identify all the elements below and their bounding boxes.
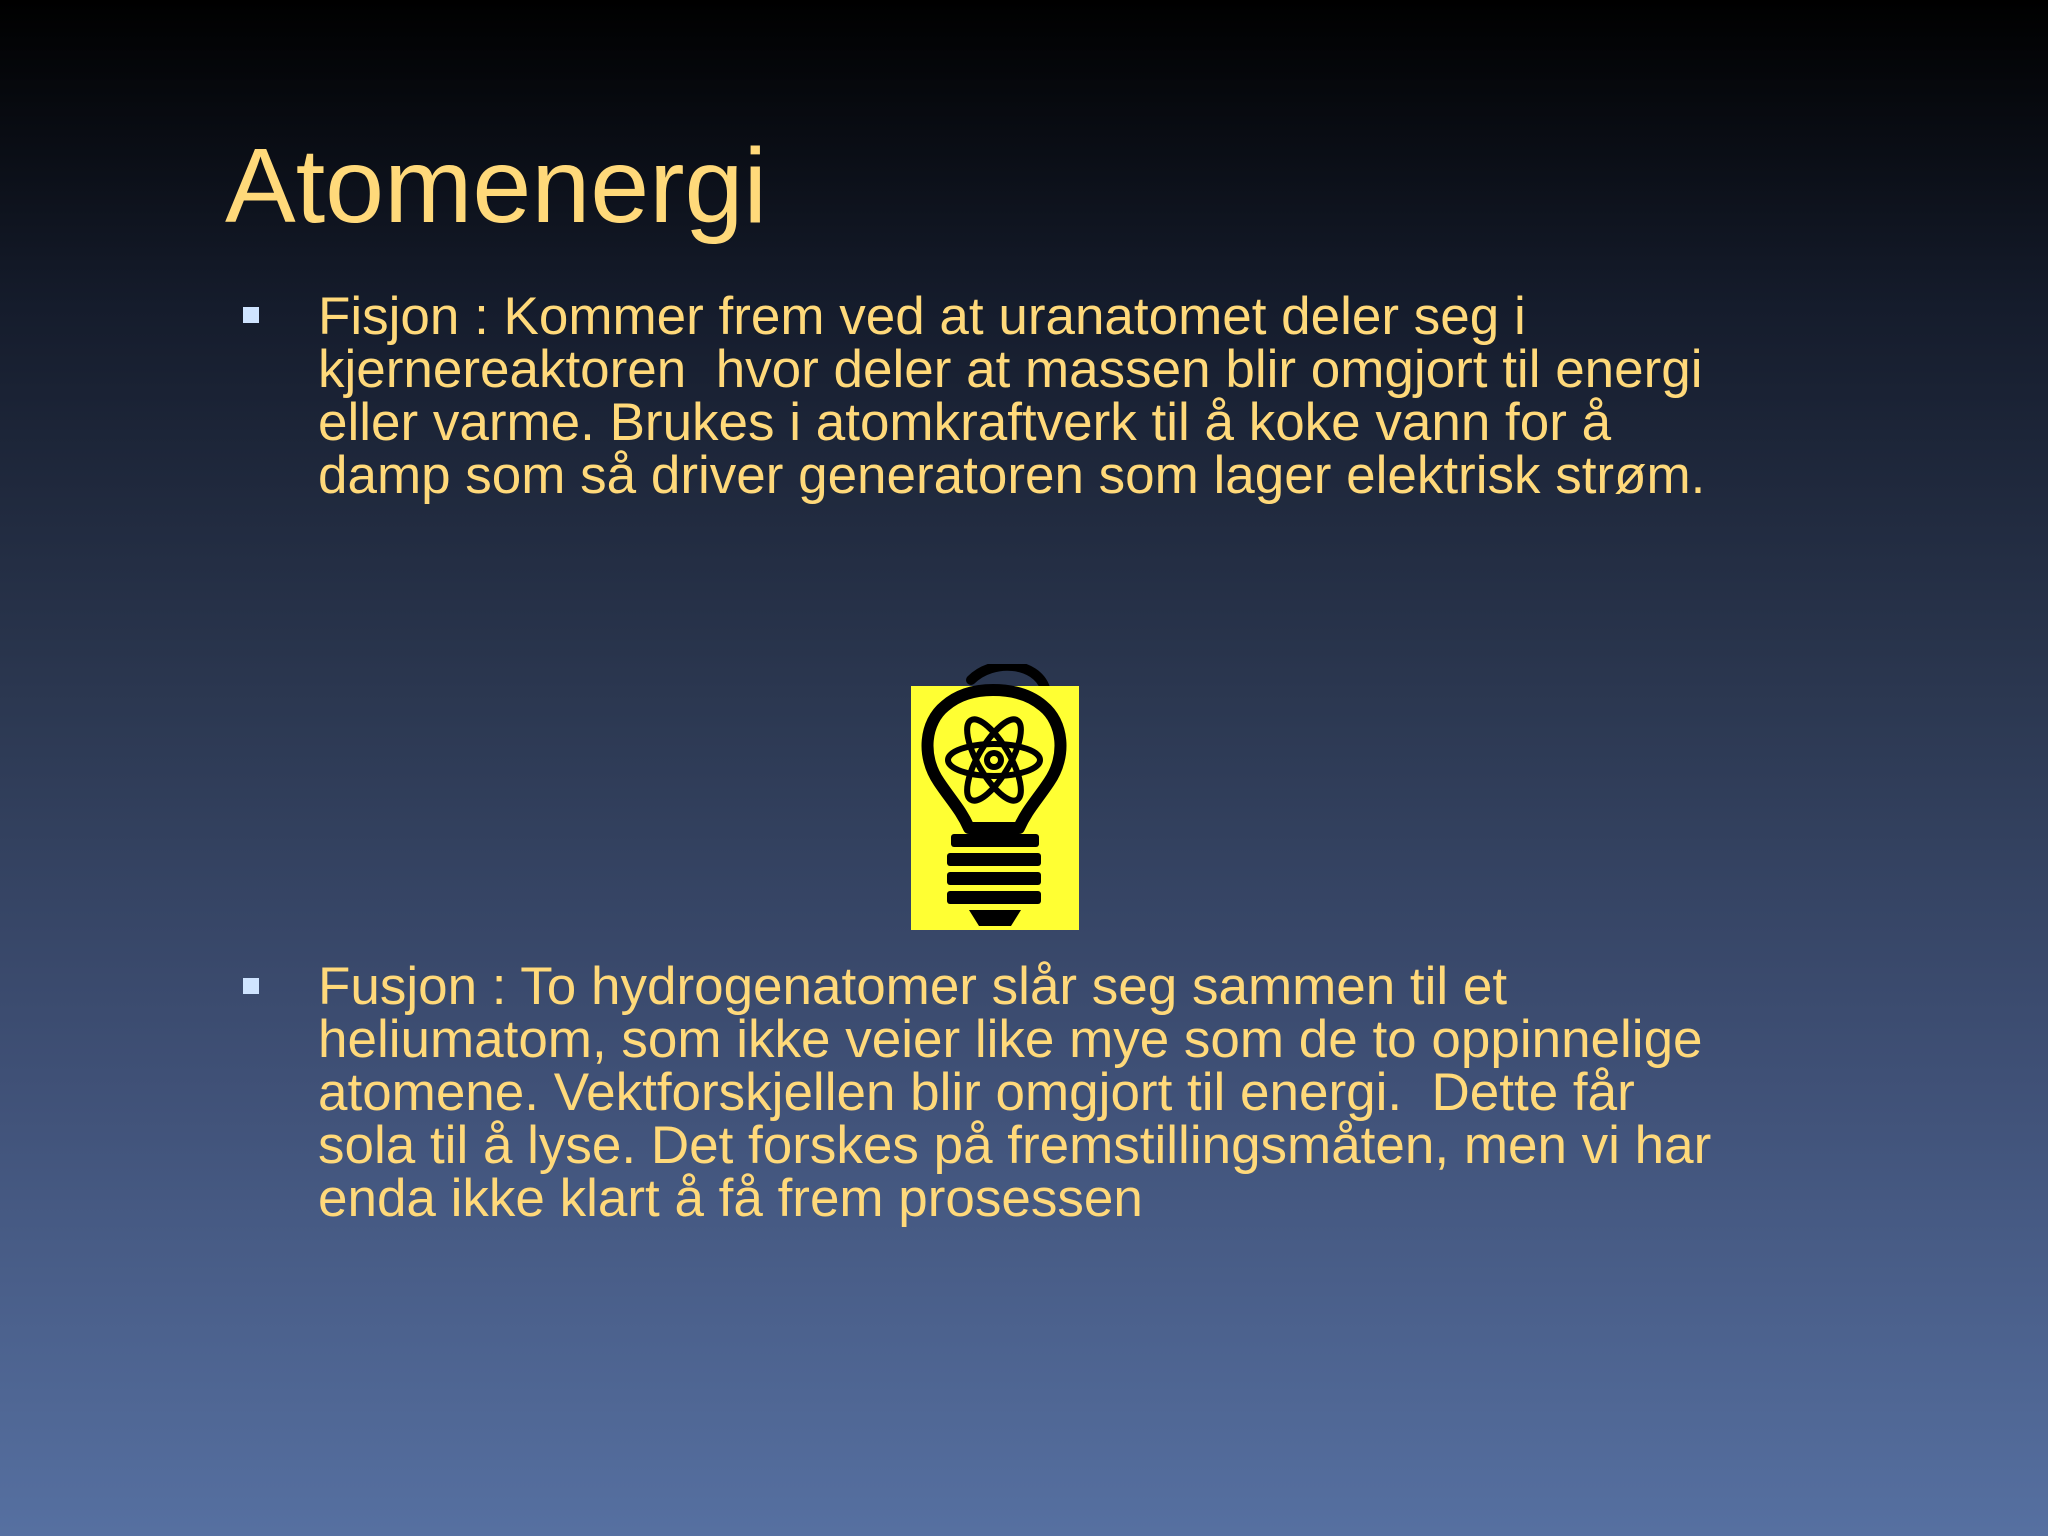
text-line: atomene. Vektforskjellen blir omgjort til energi. Dette får (318, 1063, 1635, 1122)
bullet-marker (243, 307, 259, 323)
bullet-text-fisjon (318, 287, 1958, 505)
text-line: sola til å lyse. Det forskes på fremstillingsmåten, men vi har (318, 1116, 1712, 1175)
text-line: kjernereaktoren hvor deler at massen blir omgjort til energi (318, 340, 1703, 399)
text-line: heliumatom, som ikke veier like mye som de to oppinnelige (318, 1010, 1703, 1069)
atom-lightbulb-icon (911, 664, 1081, 930)
bullet-marker (243, 978, 259, 994)
text-line: eller varme. Brukes i atomkraftverk til å koke vann for å (318, 393, 1612, 452)
slide-title: Atomenergi (225, 127, 768, 245)
text-line: enda ikke klart å få frem prosessen (318, 1169, 1143, 1228)
text-line: Fusjon : To hydrogenatomer slår seg sammen til et (318, 957, 1508, 1016)
bullet-text-fusjon (318, 957, 1958, 1228)
text-line: damp som så driver generatoren som lager elektrisk strøm. (318, 446, 1706, 505)
text-line: Fisjon : Kommer frem ved at uranatomet deler seg i (318, 287, 1526, 346)
